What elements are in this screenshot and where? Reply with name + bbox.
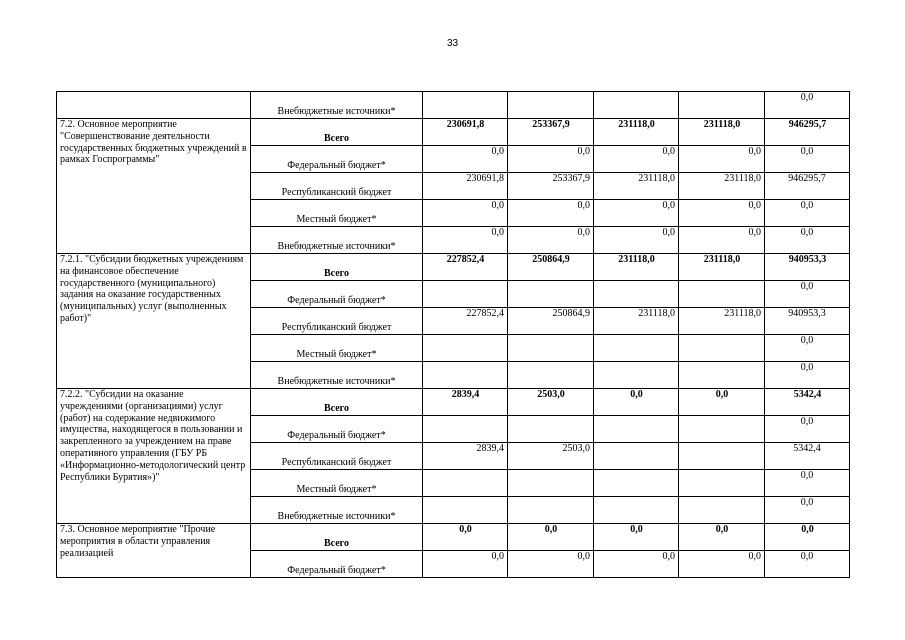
value-cell: 0,0 bbox=[679, 146, 765, 173]
funding-source-cell: Всего bbox=[251, 254, 423, 281]
value-cell: 940953,3 bbox=[765, 308, 850, 335]
measure-cell bbox=[57, 92, 251, 119]
value-cell: 0,0 bbox=[679, 389, 765, 416]
value-cell bbox=[594, 497, 679, 524]
funding-source-cell: Внебюджетные источники* bbox=[251, 497, 423, 524]
table-row bbox=[57, 389, 850, 416]
value-cell bbox=[423, 335, 508, 362]
value-cell: 0,0 bbox=[594, 146, 679, 173]
value-cell: 231118,0 bbox=[679, 308, 765, 335]
value-cell bbox=[594, 470, 679, 497]
value-cell bbox=[423, 281, 508, 308]
value-cell: 2839,4 bbox=[423, 443, 508, 470]
value-cell bbox=[679, 470, 765, 497]
value-cell: 0,0 bbox=[594, 551, 679, 578]
value-cell: 250864,9 bbox=[508, 308, 594, 335]
value-cell bbox=[508, 362, 594, 389]
value-cell bbox=[679, 281, 765, 308]
value-cell: 946295,7 bbox=[765, 119, 850, 146]
value-cell: 0,0 bbox=[423, 227, 508, 254]
value-cell: 0,0 bbox=[423, 551, 508, 578]
measure-cell: 7.3. Основное мероприятие "Прочие мероприятия в области управления реализацией bbox=[57, 524, 251, 578]
value-cell: 940953,3 bbox=[765, 254, 850, 281]
value-cell: 0,0 bbox=[423, 200, 508, 227]
budget-table bbox=[56, 91, 850, 578]
value-cell: 230691,8 bbox=[423, 173, 508, 200]
value-cell bbox=[508, 281, 594, 308]
value-cell: 0,0 bbox=[594, 200, 679, 227]
value-cell: 231118,0 bbox=[594, 308, 679, 335]
value-cell: 0,0 bbox=[423, 524, 508, 551]
funding-source-cell: Всего bbox=[251, 119, 423, 146]
value-cell: 0,0 bbox=[594, 227, 679, 254]
table-row bbox=[57, 92, 850, 119]
value-cell: 0,0 bbox=[765, 362, 850, 389]
funding-source-cell: Местный бюджет* bbox=[251, 200, 423, 227]
value-cell: 0,0 bbox=[423, 146, 508, 173]
value-cell: 0,0 bbox=[765, 281, 850, 308]
value-cell: 0,0 bbox=[508, 524, 594, 551]
value-cell bbox=[423, 470, 508, 497]
value-cell: 0,0 bbox=[765, 92, 850, 119]
value-cell: 0,0 bbox=[765, 200, 850, 227]
value-cell bbox=[679, 92, 765, 119]
value-cell: 0,0 bbox=[765, 524, 850, 551]
value-cell: 0,0 bbox=[765, 335, 850, 362]
value-cell bbox=[679, 362, 765, 389]
funding-source-cell: Республиканский бюджет bbox=[251, 173, 423, 200]
value-cell: 0,0 bbox=[508, 227, 594, 254]
value-cell: 2839,4 bbox=[423, 389, 508, 416]
value-cell bbox=[679, 416, 765, 443]
funding-source-cell: Внебюджетные источники* bbox=[251, 92, 423, 119]
value-cell: 231118,0 bbox=[679, 119, 765, 146]
funding-source-cell: Местный бюджет* bbox=[251, 335, 423, 362]
value-cell: 5342,4 bbox=[765, 389, 850, 416]
measure-cell: 7.2. Основное мероприятие "Совершенствование деятельности государственных бюджетных учреждений в рамках Госпрограммы" bbox=[57, 119, 251, 254]
value-cell: 253367,9 bbox=[508, 173, 594, 200]
value-cell: 0,0 bbox=[679, 227, 765, 254]
value-cell bbox=[508, 416, 594, 443]
value-cell: 0,0 bbox=[765, 416, 850, 443]
value-cell: 0,0 bbox=[765, 551, 850, 578]
value-cell: 5342,4 bbox=[765, 443, 850, 470]
funding-source-cell: Федеральный бюджет* bbox=[251, 281, 423, 308]
value-cell bbox=[594, 416, 679, 443]
value-cell: 0,0 bbox=[765, 146, 850, 173]
measure-cell: 7.2.1. "Субсидии бюджетных учреждениям на финансовое обеспечение государственного (муниципального) задания на оказание государственных (муниципальных) услуг (выполненных работ)" bbox=[57, 254, 251, 389]
value-cell: 227852,4 bbox=[423, 254, 508, 281]
value-cell bbox=[508, 335, 594, 362]
value-cell: 0,0 bbox=[508, 146, 594, 173]
value-cell: 0,0 bbox=[508, 200, 594, 227]
value-cell bbox=[594, 443, 679, 470]
value-cell: 0,0 bbox=[765, 497, 850, 524]
value-cell: 231118,0 bbox=[679, 254, 765, 281]
value-cell: 0,0 bbox=[765, 227, 850, 254]
funding-source-cell: Всего bbox=[251, 389, 423, 416]
value-cell: 230691,8 bbox=[423, 119, 508, 146]
funding-source-cell: Внебюджетные источники* bbox=[251, 362, 423, 389]
measure-cell: 7.2.2. "Субсидии на оказание учреждениями (организациями) услуг (работ) на содержание недвижимого имущества, находящегося в пользовании и закрепленного за учреждением на праве оперативного управления (ГБУ РБ «Информационно-методологический центр Республики Бурятия»)" bbox=[57, 389, 251, 524]
value-cell: 0,0 bbox=[594, 389, 679, 416]
value-cell: 253367,9 bbox=[508, 119, 594, 146]
value-cell bbox=[423, 362, 508, 389]
value-cell: 227852,4 bbox=[423, 308, 508, 335]
page-number: 33 bbox=[446, 38, 459, 49]
value-cell bbox=[508, 92, 594, 119]
value-cell bbox=[594, 362, 679, 389]
value-cell: 231118,0 bbox=[594, 254, 679, 281]
funding-source-cell: Федеральный бюджет* bbox=[251, 551, 423, 578]
value-cell: 0,0 bbox=[679, 551, 765, 578]
value-cell: 0,0 bbox=[679, 200, 765, 227]
funding-source-cell: Республиканский бюджет bbox=[251, 443, 423, 470]
value-cell bbox=[423, 92, 508, 119]
funding-source-cell: Федеральный бюджет* bbox=[251, 416, 423, 443]
value-cell: 2503,0 bbox=[508, 389, 594, 416]
funding-source-cell: Местный бюджет* bbox=[251, 470, 423, 497]
funding-source-cell: Республиканский бюджет bbox=[251, 308, 423, 335]
value-cell: 231118,0 bbox=[594, 173, 679, 200]
funding-source-cell: Внебюджетные источники* bbox=[251, 227, 423, 254]
value-cell bbox=[594, 92, 679, 119]
funding-source-cell: Всего bbox=[251, 524, 423, 551]
value-cell bbox=[508, 470, 594, 497]
value-cell bbox=[679, 443, 765, 470]
value-cell: 2503,0 bbox=[508, 443, 594, 470]
funding-source-cell: Федеральный бюджет* bbox=[251, 146, 423, 173]
table-row bbox=[57, 119, 850, 146]
value-cell: 231118,0 bbox=[594, 119, 679, 146]
value-cell: 250864,9 bbox=[508, 254, 594, 281]
value-cell: 231118,0 bbox=[679, 173, 765, 200]
value-cell bbox=[423, 497, 508, 524]
table-row bbox=[57, 524, 850, 551]
value-cell bbox=[679, 497, 765, 524]
value-cell: 0,0 bbox=[765, 470, 850, 497]
value-cell bbox=[423, 416, 508, 443]
table-row bbox=[57, 254, 850, 281]
value-cell bbox=[508, 497, 594, 524]
value-cell: 0,0 bbox=[508, 551, 594, 578]
value-cell: 0,0 bbox=[594, 524, 679, 551]
value-cell: 0,0 bbox=[679, 524, 765, 551]
value-cell bbox=[679, 335, 765, 362]
value-cell bbox=[594, 281, 679, 308]
value-cell: 946295,7 bbox=[765, 173, 850, 200]
value-cell bbox=[594, 335, 679, 362]
